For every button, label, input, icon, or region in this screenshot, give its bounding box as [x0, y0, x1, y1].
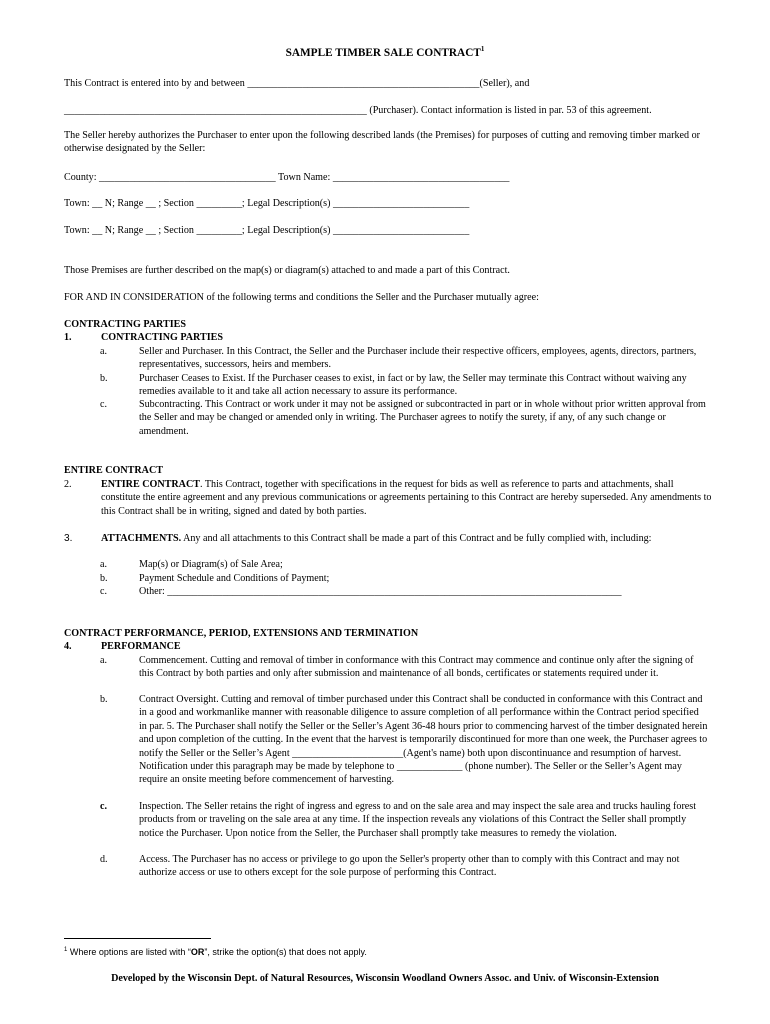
section-title-attachments: ATTACHMENTS.	[101, 533, 182, 544]
section-3-body: ATTACHMENTS. Any and all attachments to this Contract shall be made a part of this Contract and be fully complied with, including:	[101, 533, 652, 544]
item-seller-and-purchaser: Seller and Purchaser. In this Contract, the Seller and the Purchaser include their respective officers, employees, agents, directors, partners, representatives, successors, heirs and members.	[139, 346, 697, 371]
intro-line-seller: This Contract is entered into by and between ______________________________________________(Seller), and	[64, 78, 530, 89]
footnote: $^1$ Where options are listed with “OR”, strike the option(s) that does not apply.	[64, 947, 367, 957]
title-footnote-mark: 1	[480, 45, 485, 54]
premises-paragraph: Those Premises are further described on the map(s) or diagram(s) attached to and made a part of this Contract.	[64, 265, 510, 276]
item-label: c.	[100, 801, 108, 812]
section-number-4: 4.	[64, 641, 72, 652]
item-inspection: Inspection. The Seller retains the right of ingress and egress to and on the sale area and may inspect the sale area and trucks hauling forest products from or traveling on the sale area at any time. If the inspection reveals any violations of this Contract the Seller shall promptly notice the Purchaser. Upon notice from the Seller, the Purchaser shall promptly take measures to remedy the violation.	[139, 801, 697, 839]
intro-line-purchaser: ____________________________________________________________ (Purchaser). Contact information is listed in par. 53 of this agreement.	[64, 105, 652, 116]
item-label: a.	[100, 559, 108, 570]
footnote-divider	[64, 938, 211, 939]
section-number-2: 2.	[64, 479, 72, 490]
item-label: c.	[100, 399, 108, 410]
town-line-2: Town: __ N; Range __ ; Section _________; Legal Description(s) ___________________________	[64, 225, 470, 236]
item-label: b.	[100, 373, 108, 384]
item-label: d.	[100, 854, 108, 865]
item-map-diagram: Map(s) or Diagram(s) of Sale Area;	[139, 559, 283, 570]
item-commencement: Commencement. Cutting and removal of timber in conformance with this Contract may commence and continue only after the signing of this Contract by both parties and only after submission and maintenance of all bonds, certificates or statements required under it.	[139, 655, 694, 680]
section-title-performance: PERFORMANCE	[101, 641, 181, 652]
item-subcontracting: Subcontracting. This Contract or work under it may not be assigned or subcontracted in part or in whole without prior written approval from the Seller and may be changed or amended only in writing. The Purchaser agrees to notify the surety, if any, of any such change or amendment.	[139, 399, 706, 437]
item-label: b.	[100, 694, 108, 705]
item-purchaser-ceases: Purchaser Ceases to Exist. If the Purchaser ceases to exist, in fact or by law, the Seller may terminate this Contract without waiving any remedies available to it and take all action necessary to assure its performance.	[139, 373, 687, 398]
section-title-contracting-parties: CONTRACTING PARTIES	[101, 332, 224, 343]
page-title: SAMPLE TIMBER SALE CONTRACT$^1$	[285, 45, 485, 59]
section-heading-contract-performance: CONTRACT PERFORMANCE, PERIOD, EXTENSIONS AND TERMINATION	[64, 628, 419, 639]
item-label: b.	[100, 573, 108, 584]
item-label: c.	[100, 586, 108, 597]
authorization-paragraph: The Seller hereby authorizes the Purchaser to enter upon the following described lands (the Premises) for purposes of cutting and removing timber marked or otherwise designated by the Seller:	[64, 130, 700, 155]
section-heading-contracting-parties: CONTRACTING PARTIES	[64, 319, 187, 330]
consideration-paragraph: FOR AND IN CONSIDERATION of the following terms and conditions the Seller and the Purchaser mutually agree:	[64, 292, 539, 303]
item-payment-schedule: Payment Schedule and Conditions of Payment;	[139, 573, 330, 584]
section-title-entire-contract: ENTIRE CONTRACT	[101, 479, 200, 490]
section-number-1: 1.	[64, 332, 72, 343]
section-number-3: 3.	[64, 533, 73, 544]
item-access: Access. The Purchaser has no access or privilege to go upon the Seller's property other than to comply with this Contract and may not authorize access or use to others except for the sole purpose of performing this Contract.	[139, 854, 680, 879]
item-label: a.	[100, 346, 108, 357]
item-contract-oversight: Contract Oversight. Cutting and removal of timber purchased under this Contract shall be conducted in conformance with this Contract and in a good and workmanlike manner with reasonable diligence to assure completion of all performance within the Contract period specified in par. 5. The Purchaser shall notify the Seller or the Seller’s Agent 36-48 hours prior to commencing harvest of the timber designated herein and upon completion of the cutting. In the event that the harvest is temporarily discontinued for more than one week, the Purchaser agrees to notify the Seller or the Seller’s Agent ______________________(Agent's name) both upon discontinuance and resumption of harvest. Notification under this paragraph may be made by telephone to _____________ (phone number). The Seller or the Seller’s Agent may require an onsite meeting before commencement of harvesting.	[139, 694, 708, 786]
town-line-1: Town: __ N; Range __ ; Section _________; Legal Description(s) ___________________________	[64, 198, 470, 209]
page-footer: Developed by the Wisconsin Dept. of Natural Resources, Wisconsin Woodland Owners Assoc. and Univ. of Wisconsin-Extension	[111, 973, 659, 984]
section-heading-entire-contract: ENTIRE CONTRACT	[64, 465, 163, 476]
section-2-body: ENTIRE CONTRACT. This Contract, together with specifications in the request for bids as well as reference to parts and attachments, shall constitute the entire agreement and any previous communications or agreements pertaining to this Contract are hereby superseded. Any amendments to this Contract shall be in writing, signed and dated by both parties.	[101, 479, 712, 517]
item-label: a.	[100, 655, 108, 666]
item-other: Other: __________________________________________________________________________________________	[139, 586, 622, 597]
county-line: County: ___________________________________ Town Name: ___________________________________	[64, 172, 510, 183]
